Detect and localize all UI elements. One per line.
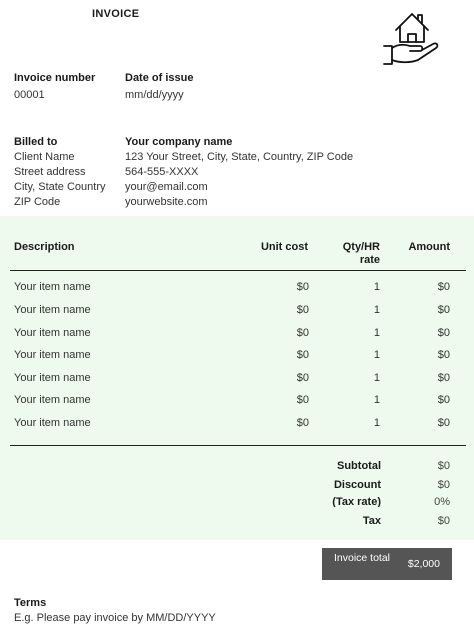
client-street: Street address [14,166,86,178]
item-amount: $0 [437,417,450,429]
item-qty: 1 [373,281,380,293]
item-qty: 1 [373,349,380,361]
item-unit-cost: $0 [296,304,309,316]
item-amount: $0 [437,304,450,316]
item-qty: 1 [373,372,380,384]
date-label: Date of issue [125,72,194,84]
table-footer-divider [10,445,466,446]
item-amount: $0 [437,281,450,293]
header-description: Description [14,241,75,253]
item-description: Your item name [14,281,91,293]
discount-label: Discount [333,479,381,490]
tax-rate-label: (Tax rate) [332,496,381,507]
invoice-total-label: Invoice total [333,552,391,564]
header-qty-line1: Qty/HR [342,241,380,253]
item-amount: $0 [437,372,450,384]
company-address: 123 Your Street, City, State, Country, ZIP Code [125,151,354,163]
invoice-total-value: $2,000 [407,558,440,570]
item-qty: 1 [373,394,380,406]
table-row [0,394,474,416]
client-zip: ZIP Code [14,196,61,208]
table-row [0,372,474,394]
billed-to-label: Billed to [14,136,58,148]
table-row [0,281,474,303]
company-name: Your company name [125,136,233,148]
discount-value: $0 [437,479,450,490]
item-unit-cost: $0 [296,327,309,339]
item-description: Your item name [14,327,91,339]
tax-value: $0 [437,515,450,526]
tax-label: Tax [362,515,381,526]
item-unit-cost: $0 [296,349,309,361]
item-qty: 1 [373,417,380,429]
tax-rate-value: 0% [434,496,450,507]
item-unit-cost: $0 [296,394,309,406]
item-description: Your item name [14,417,91,429]
company-website: yourwebsite.com [125,196,208,208]
company-email: your@email.com [125,181,208,193]
header-amount: Amount [408,241,450,253]
item-unit-cost: $0 [296,372,309,384]
header-qty [343,241,380,267]
item-amount: $0 [437,394,450,406]
table-row [0,304,474,326]
item-qty: 1 [373,327,380,339]
subtotal-label: Subtotal [337,460,381,471]
table-row [0,417,474,439]
item-unit-cost: $0 [296,281,309,293]
item-unit-cost: $0 [296,417,309,429]
item-qty: 1 [373,304,380,316]
header-qty-line2: rate [359,254,380,266]
item-description: Your item name [14,372,91,384]
date-of-issue: mm/dd/yyyy [125,89,184,101]
client-city: City, State Country [14,181,106,193]
company-phone: 564-555-XXXX [125,166,199,178]
terms-text: E.g. Please pay invoice by MM/DD/YYYY [14,612,216,624]
invoice-number-label: Invoice number [14,72,96,84]
header-unit-cost: Unit cost [260,241,308,253]
table-row [0,349,474,371]
invoice-title: INVOICE [92,8,140,20]
item-amount: $0 [437,327,450,339]
house-in-hand-icon [382,6,442,66]
invoice-total-box [322,548,452,580]
item-amount: $0 [437,349,450,361]
item-description: Your item name [14,304,91,316]
subtotal-value: $0 [437,460,450,471]
item-description: Your item name [14,349,91,361]
item-description: Your item name [14,394,91,406]
table-row [0,327,474,349]
client-name: Client Name [14,151,75,163]
terms-label: Terms [14,597,47,609]
table-header-divider [10,270,466,271]
invoice-number: 00001 [14,89,45,101]
